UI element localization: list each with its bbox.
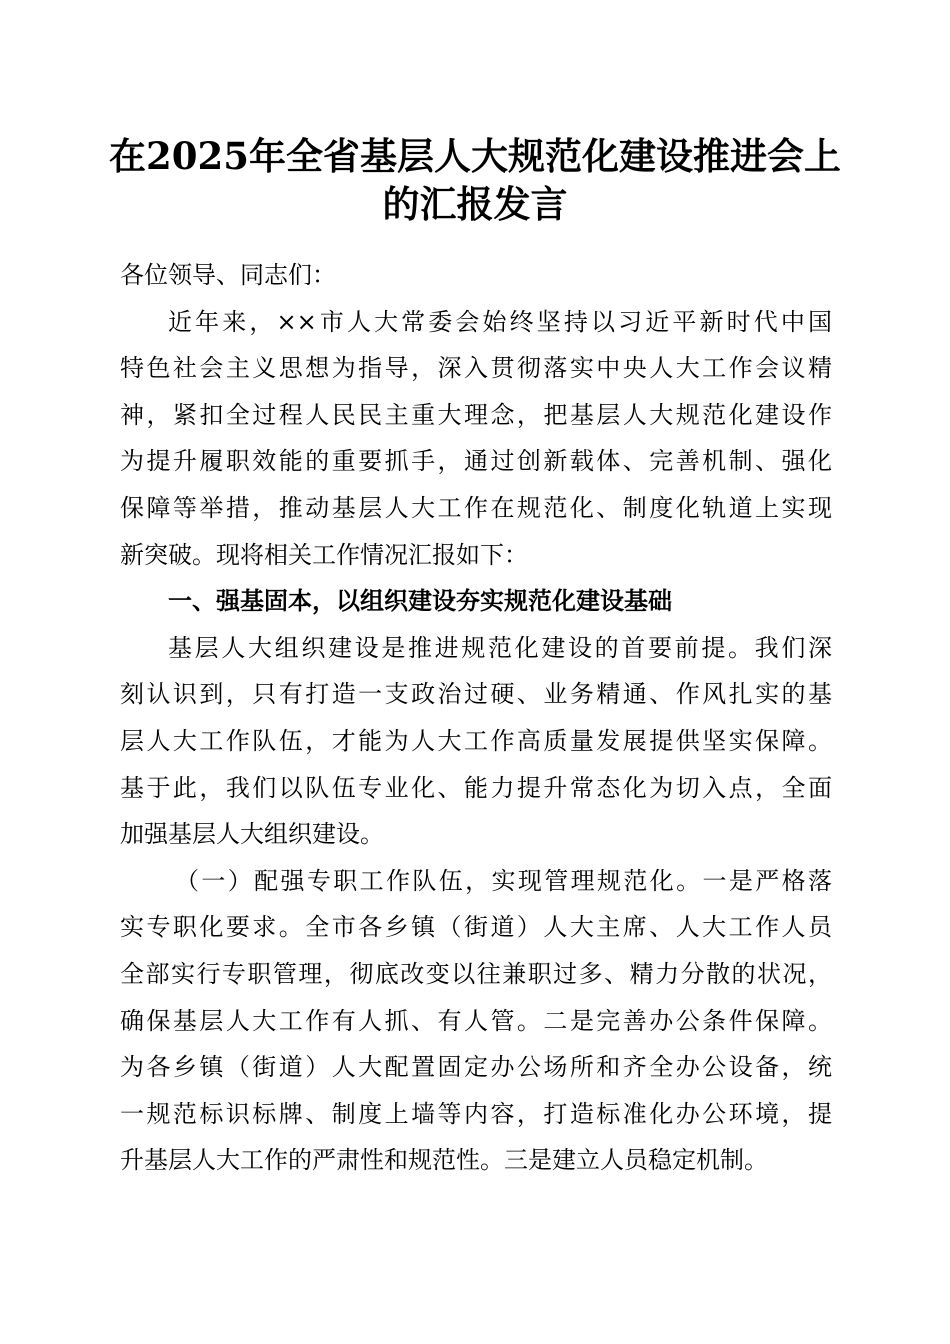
section-paragraph	[120, 625, 832, 858]
text-line: 实专职化要求。全市各乡镇（街道）人大主席、人大工作人员	[120, 913, 832, 942]
text-line: 层人大工作队伍，才能为人大工作高质量发展提供坚实保障。	[120, 726, 832, 755]
text-line: 基层人大组织建设是推进规范化建设的首要前提。我们深	[168, 633, 832, 662]
document-title	[100, 132, 850, 228]
section-heading: 一、强基固本，以组织建设夯实规范化建设基础	[168, 587, 672, 616]
text-line: 基于此，我们以队伍专业化、能力提升常态化为切入点，全面	[120, 773, 832, 802]
text-line: 新突破。现将相关工作情况汇报如下：	[120, 540, 528, 569]
text-line: 神，紧扣全过程人民民主重大理念，把基层人大规范化建设作	[120, 400, 832, 429]
text-line: 刻认识到，只有打造一支政治过硬、业务精通、作风扎实的基	[120, 680, 832, 709]
text-line: 确保基层人大工作有人抓、有人管。二是完善办公条件保障。	[120, 1006, 832, 1035]
text-line: 一规范标识标牌、制度上墙等内容，打造标准化办公环境，提	[120, 1099, 832, 1128]
text-line: 加强基层人大组织建设。	[120, 820, 384, 849]
title-line-2: 的汇报发言	[382, 182, 568, 226]
salutation: 各位领导、同志们：	[120, 261, 336, 289]
intro-paragraph	[120, 299, 832, 579]
text-line: 为提升履职效能的重要抓手，通过创新载体、完善机制、强化	[120, 447, 832, 476]
text-line: 全部实行专职管理，彻底改变以往兼职过多、精力分散的状况，	[120, 959, 832, 988]
text-line: 为各乡镇（街道）人大配置固定办公场所和齐全办公设备，统	[120, 1053, 832, 1082]
document-body	[120, 252, 832, 1184]
text-line: （一）配强专职工作队伍，实现管理规范化。一是严格落	[175, 866, 832, 895]
text-line: 升基层人大工作的严肃性和规范性。三是建立人员稳定机制。	[120, 1146, 768, 1175]
text-line: 近年来，××市人大常委会始终坚持以习近平新时代中国	[168, 307, 832, 336]
text-line: 保障等举措，推动基层人大工作在规范化、制度化轨道上实现	[120, 493, 832, 522]
title-line-1: 在2025年全省基层人大规范化建设推进会上	[109, 134, 841, 178]
subsection-paragraph	[120, 858, 832, 1184]
text-line: 特色社会主义思想为指导，深入贯彻落实中央人大工作会议精	[120, 354, 832, 383]
